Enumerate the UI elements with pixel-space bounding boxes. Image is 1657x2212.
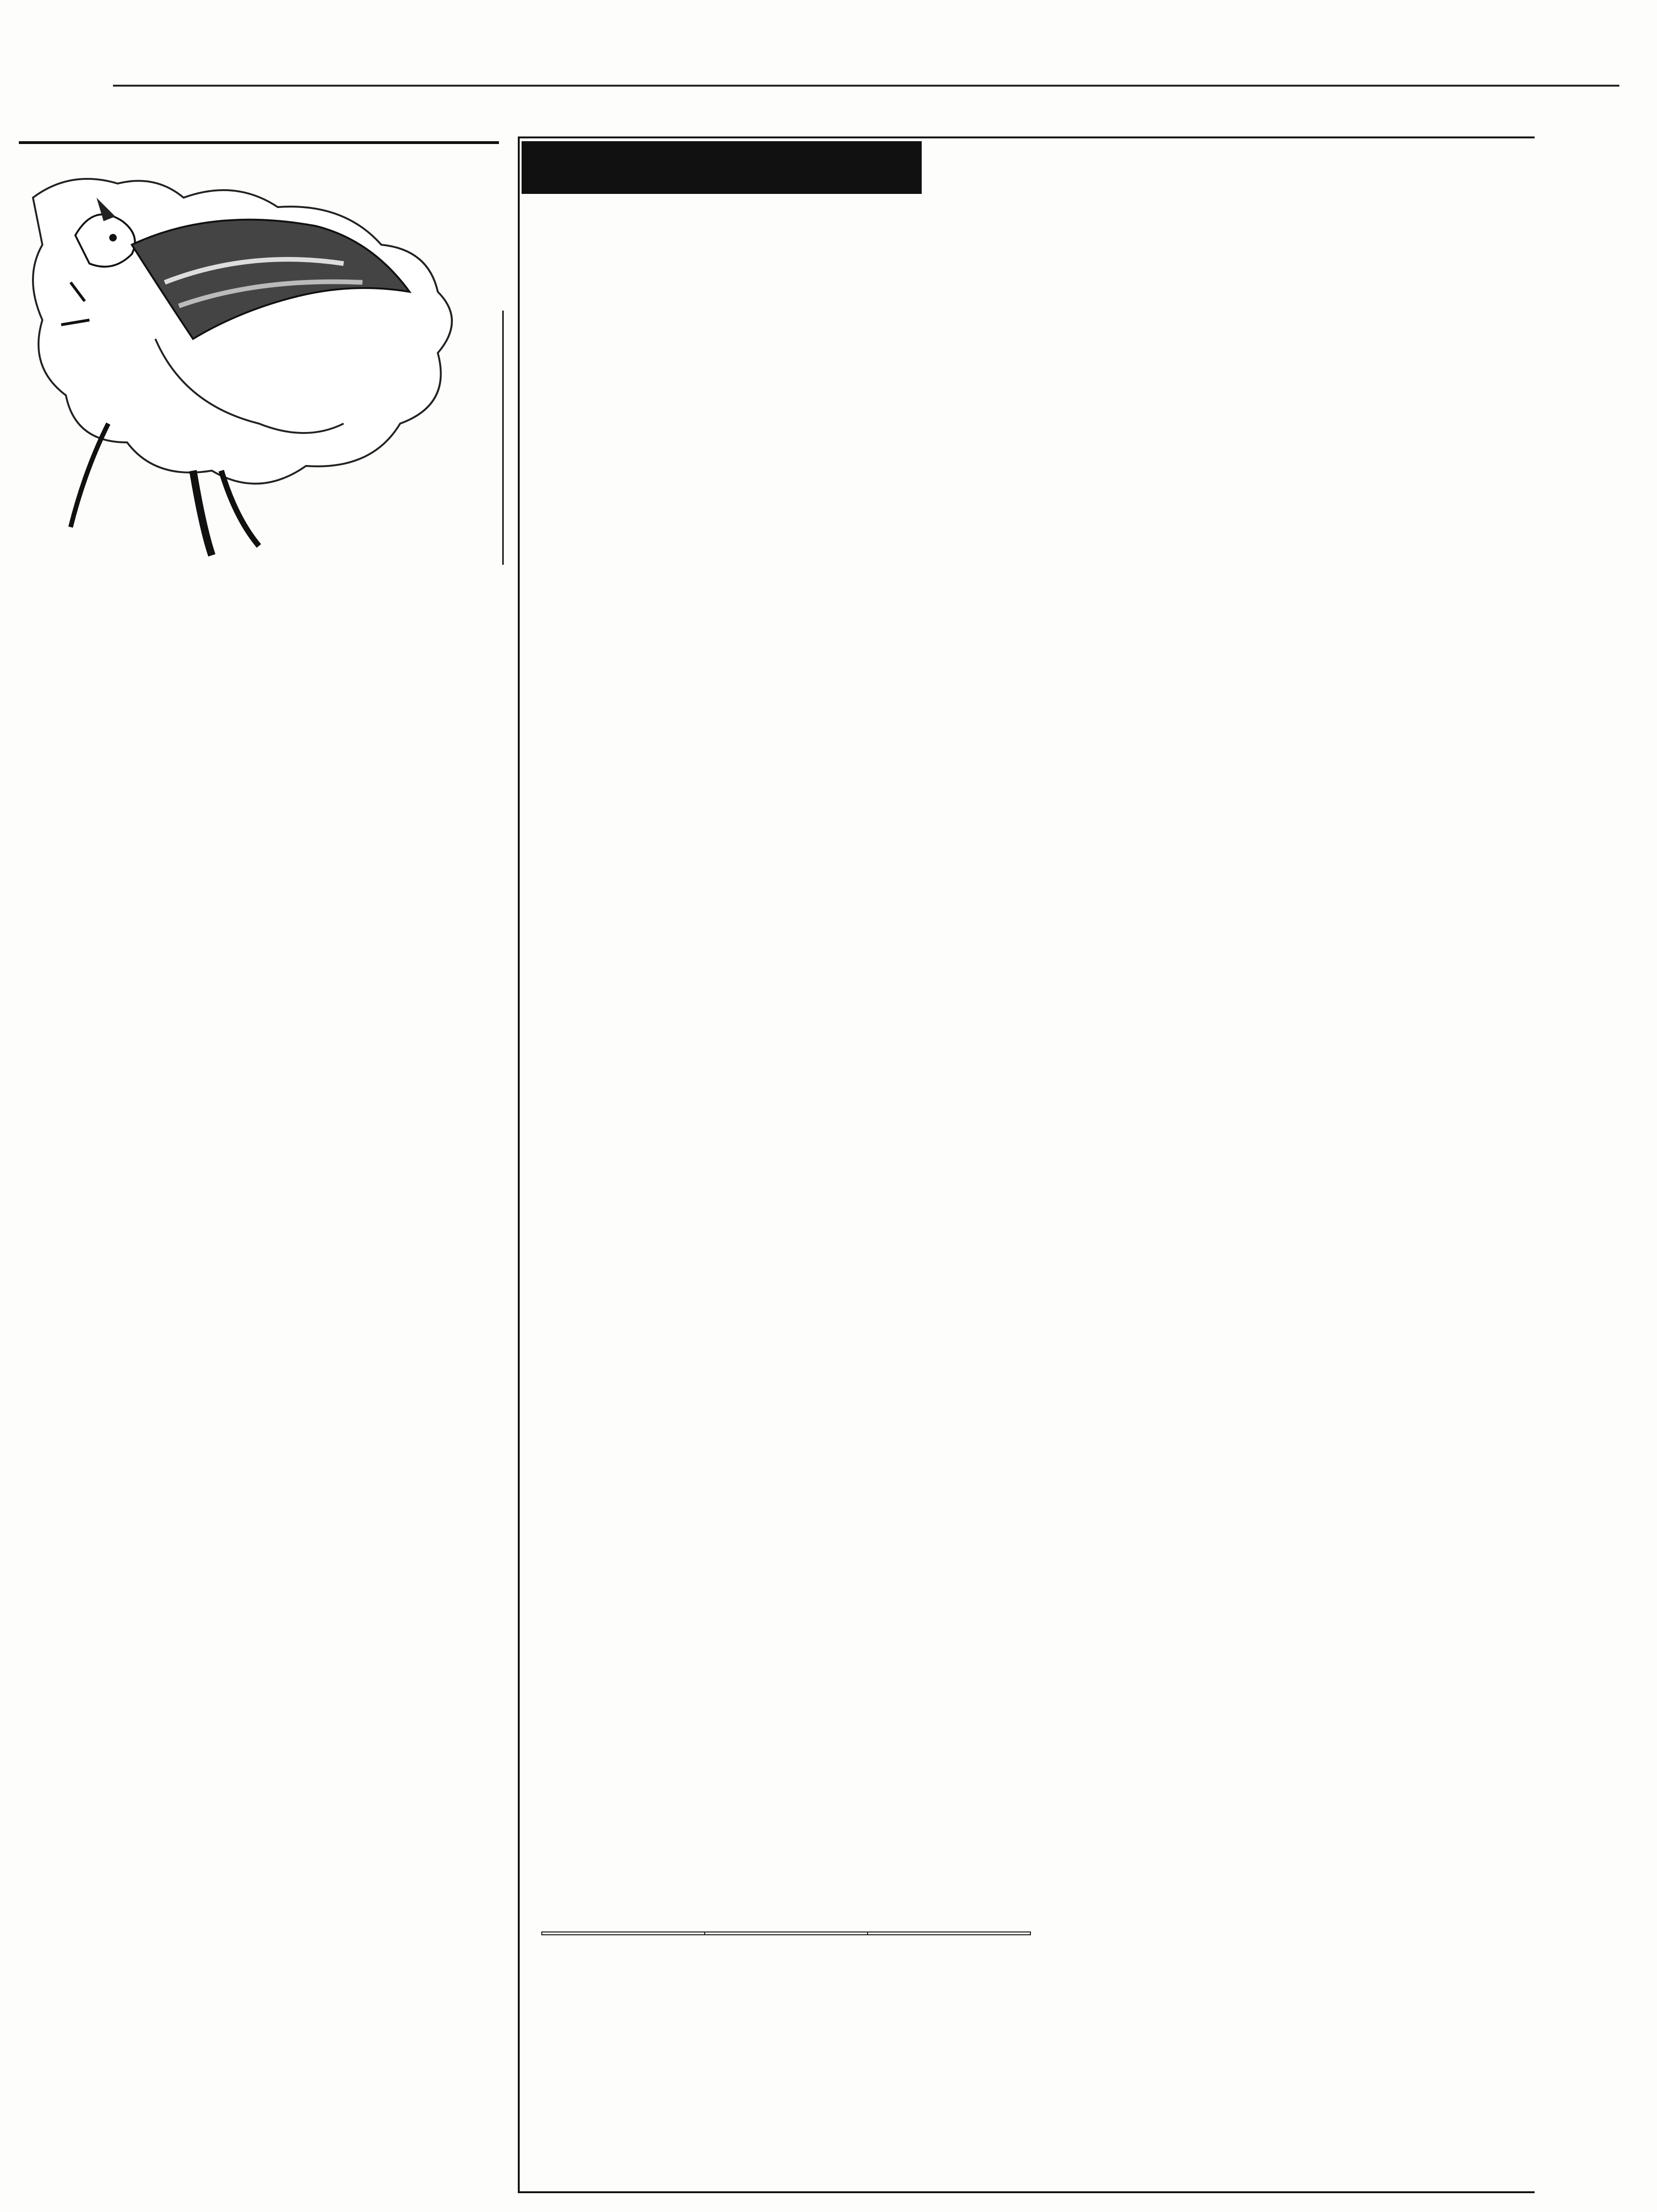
trade-table (541, 1931, 1031, 1935)
head-imports (705, 1932, 868, 1935)
page-header (14, 0, 1643, 94)
chart-header (1078, 405, 1558, 424)
dove-illustration-icon (14, 141, 504, 565)
head-zones (542, 1932, 705, 1935)
section-banner (522, 141, 922, 194)
chart-note (1092, 1918, 1544, 1930)
price-index-charts (1069, 501, 1563, 1923)
trade-table-block (541, 1925, 1031, 1935)
head-exports (868, 1932, 1030, 1935)
header-rule (113, 85, 1619, 87)
